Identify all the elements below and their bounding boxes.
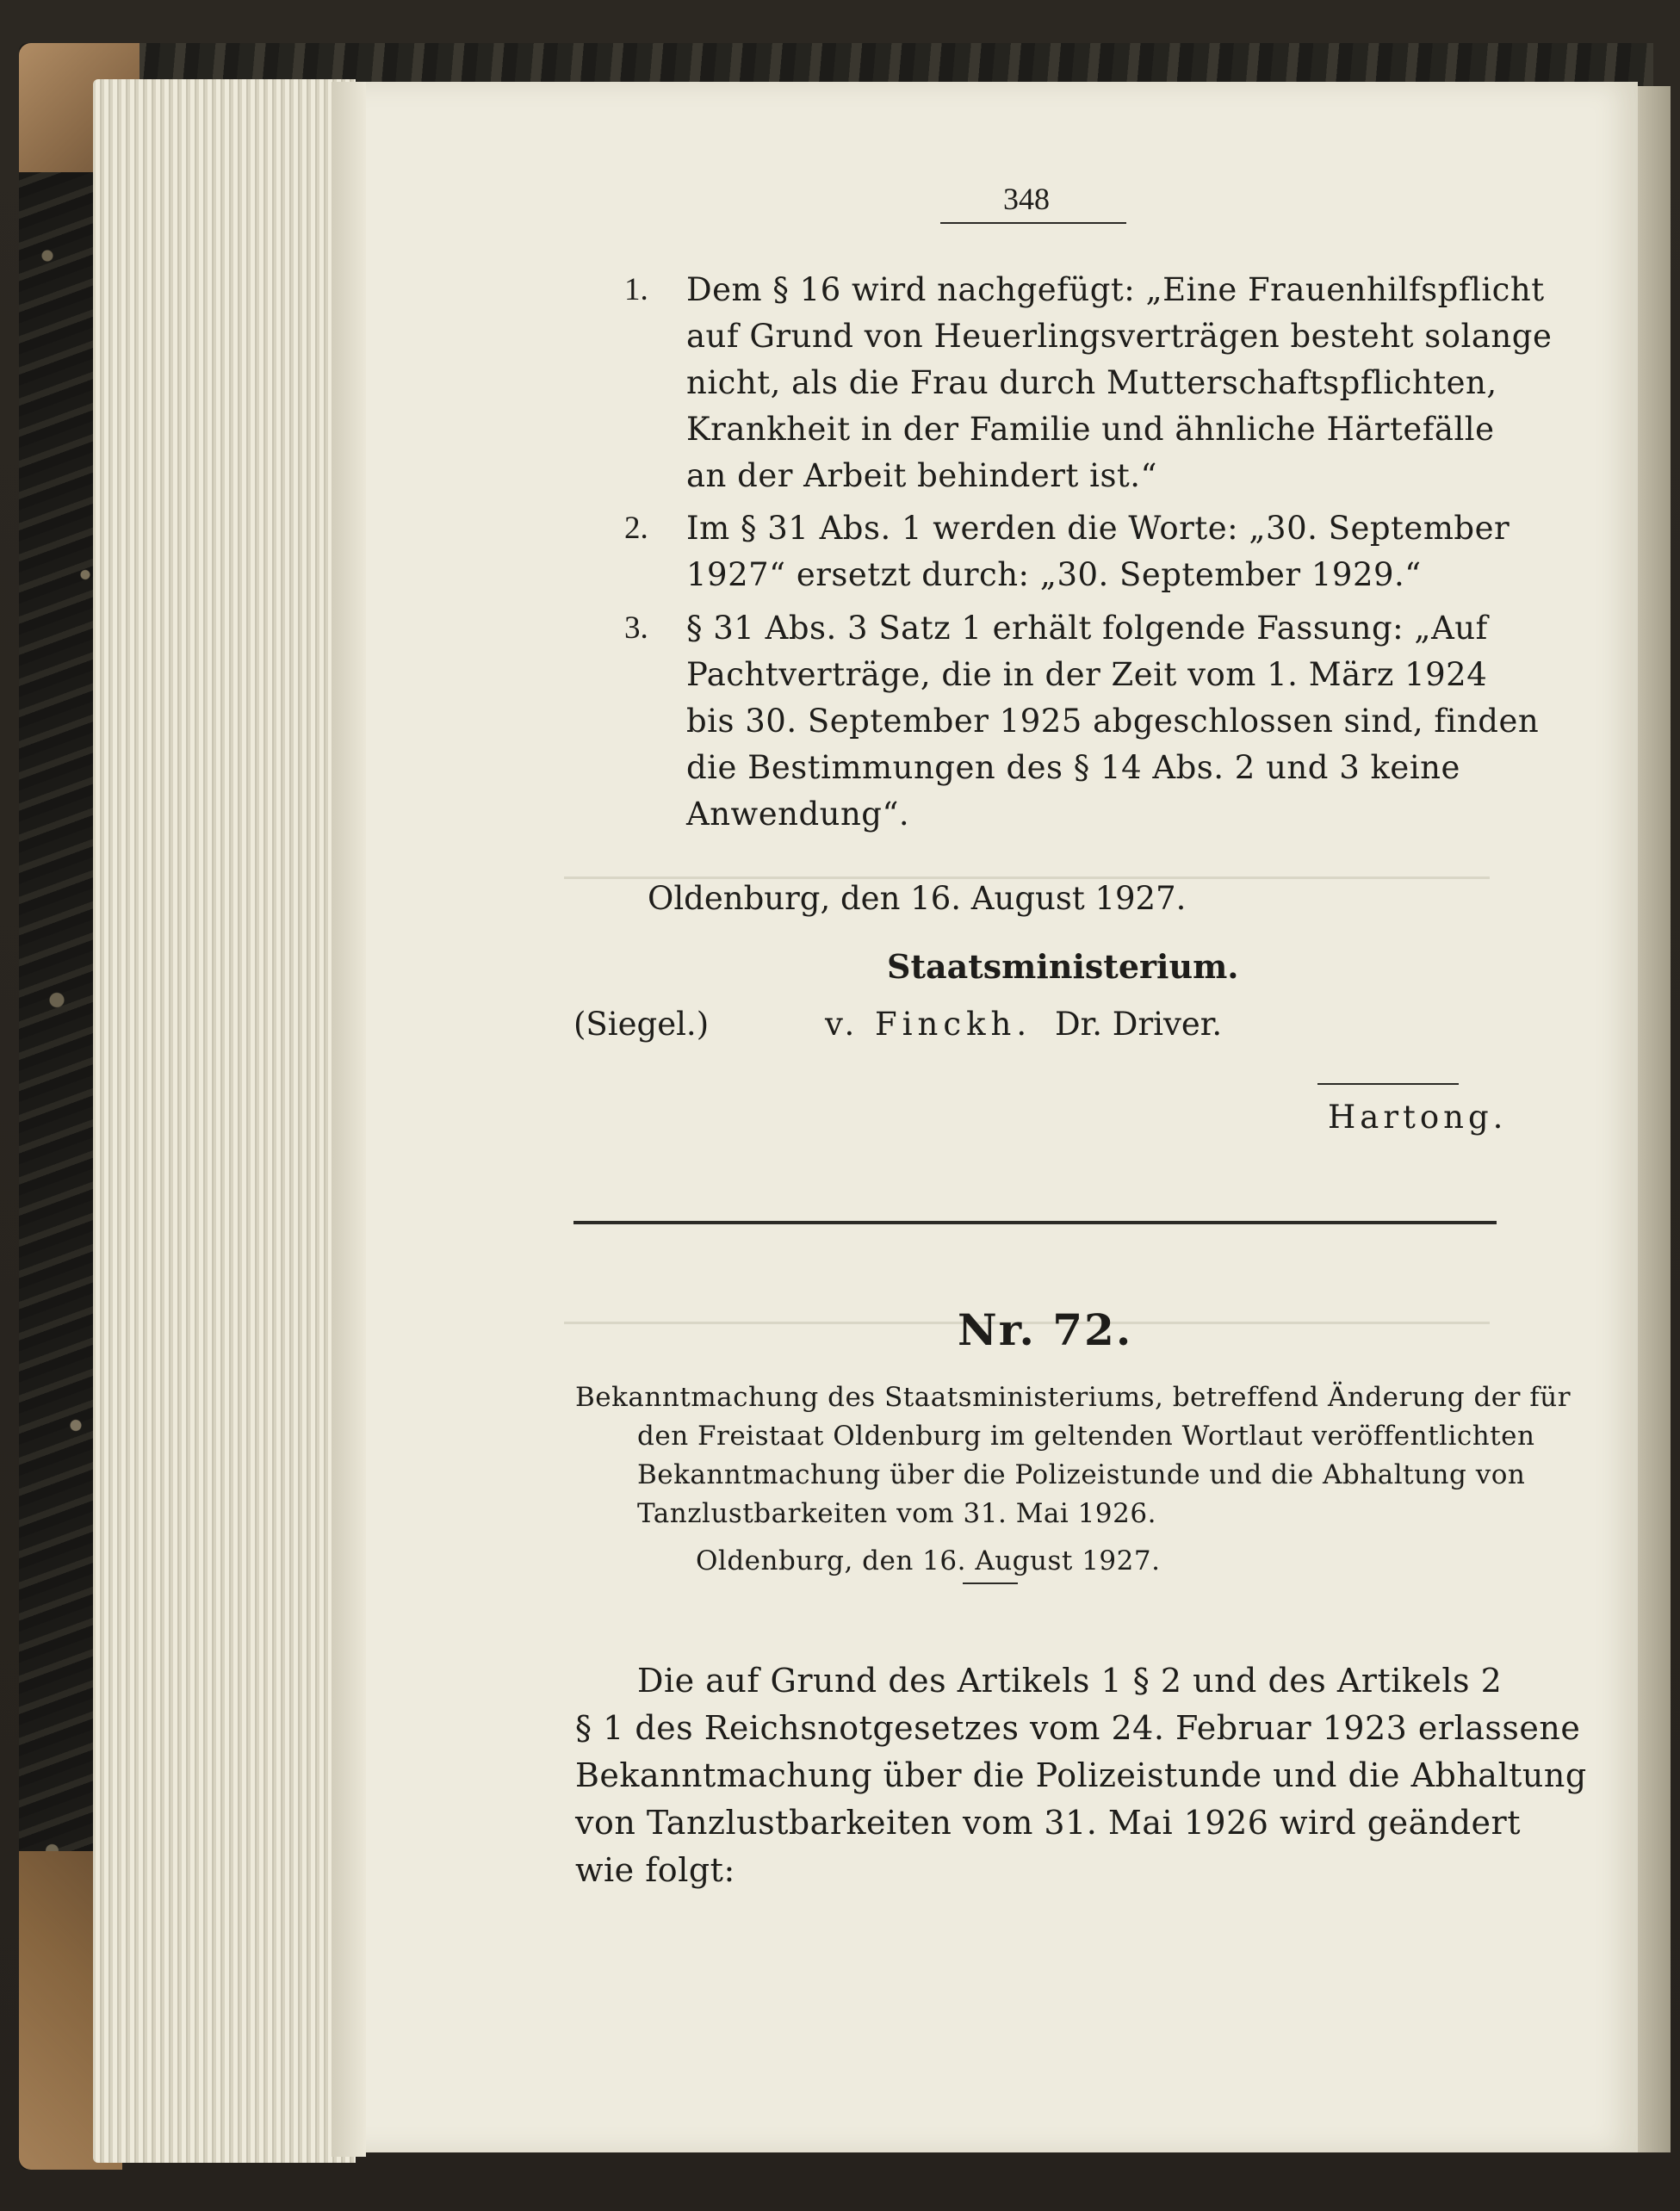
item-number: 1. xyxy=(624,272,648,307)
item-line: Im § 31 Abs. 1 werden die Worte: „30. September xyxy=(686,510,1510,547)
item-line: Krankheit in der Familie und ähnliche Härtefälle xyxy=(686,411,1495,448)
body-line: von Tanzlustbarkeiten vom 31. Mai 1926 wird geändert xyxy=(575,1804,1521,1842)
item-line: Anwendung“. xyxy=(686,796,910,833)
page-edges xyxy=(93,79,356,2163)
announcement-date: Oldenburg, den 16. August 1927. xyxy=(696,1545,1161,1576)
announcement-rule xyxy=(963,1582,1018,1584)
body-line: wie folgt: xyxy=(575,1851,735,1889)
announcement-line: Bekanntmachung über die Polizeistunde und die Abhaltung von xyxy=(637,1459,1526,1490)
body-line: § 1 des Reichsnotgesetzes vom 24. Februar 1923 erlassene xyxy=(575,1709,1581,1747)
body-line: Die auf Grund des Artikels 1 § 2 und des Artikels 2 xyxy=(637,1662,1503,1700)
item-line: die Bestimmungen des § 14 Abs. 2 und 3 keine xyxy=(686,749,1460,786)
body-line: Bekanntmachung über die Polizeistunde und die Abhaltung xyxy=(575,1756,1587,1794)
item-number: 2. xyxy=(624,511,648,546)
announcement-line: Bekanntmachung des Staatsministeriums, betreffend Änderung der für xyxy=(575,1382,1572,1413)
section-number-title: Nr. 72. xyxy=(958,1304,1133,1355)
seal-label: (Siegel.) xyxy=(573,1006,710,1043)
item-number: 3. xyxy=(624,610,648,646)
page-number-rule xyxy=(940,222,1126,224)
item-line: Pachtverträge, die in der Zeit vom 1. März 1924 xyxy=(686,656,1488,693)
signature-title: Staatsministerium. xyxy=(887,947,1239,986)
item-line: an der Arbeit behindert ist.“ xyxy=(686,457,1157,494)
countersign-rule xyxy=(1317,1083,1459,1085)
item-line: § 31 Abs. 3 Satz 1 erhält folgende Fassung: „Auf xyxy=(686,610,1488,647)
announcement-line: den Freistaat Oldenburg im geltenden Wortlaut veröffentlichten xyxy=(637,1421,1535,1452)
section-divider xyxy=(573,1221,1497,1224)
item-line: Dem § 16 wird nachgefügt: „Eine Frauenhilfspflicht xyxy=(686,271,1545,308)
bleed-through-bar-1 xyxy=(564,876,1490,879)
announcement-line: Tanzlustbarkeiten vom 31. Mai 1926. xyxy=(637,1498,1156,1529)
item-line: auf Grund von Heuerlingsverträgen besteht solange xyxy=(686,318,1553,355)
signer-1: v. Finckh. xyxy=(825,1006,1032,1043)
place-date: Oldenburg, den 16. August 1927. xyxy=(648,880,1187,917)
gutter-shadow xyxy=(332,82,366,2157)
signer-2: Dr. Driver. xyxy=(1055,1006,1223,1043)
page-number: 348 xyxy=(1003,182,1050,216)
countersign: Hartong. xyxy=(1328,1099,1508,1136)
item-line: bis 30. September 1925 abgeschlossen sind, finden xyxy=(686,703,1540,740)
item-line: nicht, als die Frau durch Mutterschaftspflichten, xyxy=(686,364,1497,401)
item-line: 1927“ ersetzt durch: „30. September 1929.“ xyxy=(686,556,1422,593)
